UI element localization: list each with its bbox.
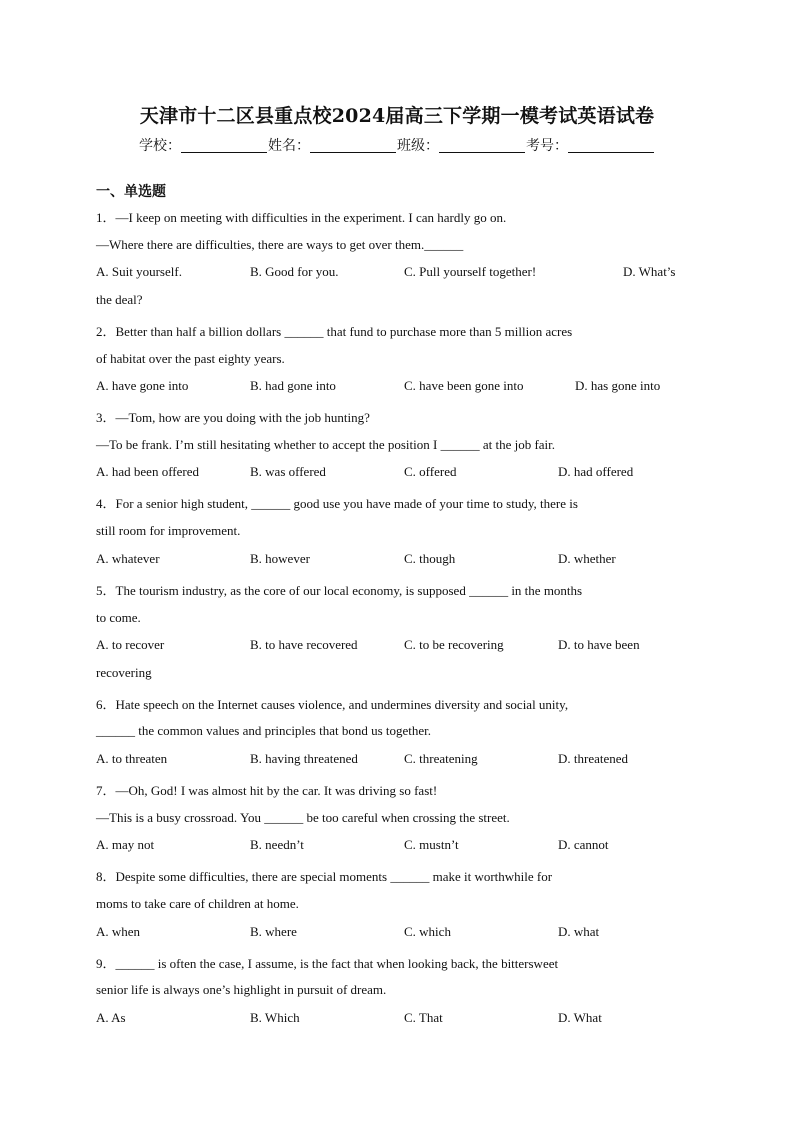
school-field: [139, 135, 268, 155]
page-title: 天津市十二区县重点校2024届高三下学期一模考试英语试卷: [139, 105, 655, 127]
question-1-option-c[interactable]: C. Pull yourself together!: [404, 264, 537, 279]
question-8-line-1: 8．Despite some difficulties, there are special moments ______ make it worthwhile for: [96, 869, 553, 884]
question-7-option-d[interactable]: D. cannot: [558, 837, 609, 852]
question-4-option-c[interactable]: C. though: [404, 551, 456, 566]
name-label: 姓名：: [268, 138, 310, 154]
question-3-option-a[interactable]: A. had been offered: [96, 464, 199, 479]
question-9-line-2: senior life is always one’s highlight in pursuit of dream.: [96, 982, 387, 997]
question-6-option-b[interactable]: B. having threatened: [250, 751, 358, 766]
question-3-line-2: —To be frank. I’m still hesitating whether to accept the position I ______ at the job fair.: [96, 437, 556, 452]
question-8-option-b[interactable]: B. where: [250, 924, 297, 939]
question-8-option-a[interactable]: A. when: [96, 924, 141, 939]
exam-number-blank[interactable]: [568, 138, 654, 153]
question-2-line-1: 2．Better than half a billion dollars ______ that fund to purchase more than 5 million acres: [96, 324, 573, 339]
question-3-option-b[interactable]: B. was offered: [250, 464, 326, 479]
question-6-option-c[interactable]: C. threatening: [404, 751, 478, 766]
question-7-option-a[interactable]: A. may not: [96, 837, 155, 852]
question-7-line-1: 7．—Oh, God! I was almost hit by the car. It was driving so fast!: [96, 783, 438, 798]
school-label: 学校：: [139, 138, 181, 154]
question-9-option-d[interactable]: D. What: [558, 1010, 602, 1025]
question-6-line-1: 6．Hate speech on the Internet causes violence, and undermines diversity and social unity,: [96, 697, 569, 712]
question-5-option-b[interactable]: B. to have recovered: [250, 637, 358, 652]
question-4-option-d[interactable]: D. whether: [558, 551, 616, 566]
question-1-option-b[interactable]: B. Good for you.: [250, 264, 339, 279]
question-7-option-b[interactable]: B. needn’t: [250, 837, 304, 852]
question-8-line-2: moms to take care of children at home.: [96, 896, 299, 911]
question-5-option-d-wrap[interactable]: recovering: [96, 665, 152, 680]
class-blank[interactable]: [439, 138, 525, 153]
question-2-option-a[interactable]: A. have gone into: [96, 378, 189, 393]
question-9-line-1: 9．______ is often the case, I assume, is the fact that when looking back, the bittersweet: [96, 956, 559, 971]
question-6-option-a[interactable]: A. to threaten: [96, 751, 168, 766]
question-9-option-b[interactable]: B. Which: [250, 1010, 300, 1025]
question-2-option-b[interactable]: B. had gone into: [250, 378, 336, 393]
question-6-line-2: ______ the common values and principles that bond us together.: [96, 723, 432, 738]
question-1-option-a[interactable]: A. Suit yourself.: [96, 264, 182, 279]
name-field: [268, 135, 397, 155]
question-5-option-d[interactable]: D. to have been: [558, 637, 640, 652]
question-1-line-2: —Where there are difficulties, there are ways to get over them.______: [96, 237, 464, 252]
question-4-option-a[interactable]: A. whatever: [96, 551, 160, 566]
question-5-line-2: to come.: [96, 610, 141, 625]
question-3-option-c[interactable]: C. offered: [404, 464, 457, 479]
name-blank[interactable]: [310, 138, 396, 153]
question-9-option-a[interactable]: A. As: [96, 1010, 126, 1025]
question-1-line-1: 1．—I keep on meeting with difficulties in the experiment. I can hardly go on.: [96, 210, 507, 225]
question-2-option-c[interactable]: C. have been gone into: [404, 378, 524, 393]
question-2-line-2: of habitat over the past eighty years.: [96, 351, 285, 366]
school-blank[interactable]: [181, 138, 267, 153]
exam-number-field: [526, 135, 655, 155]
exam-number-label: 考号：: [526, 138, 568, 154]
question-5-line-1: 5．The tourism industry, as the core of our local economy, is supposed ______ in the months: [96, 583, 583, 598]
student-info-line: [0, 135, 794, 155]
question-6-option-d[interactable]: D. threatened: [558, 751, 629, 766]
question-4-line-2: still room for improvement.: [96, 523, 241, 538]
question-4-option-b[interactable]: B. however: [250, 551, 310, 566]
question-1-option-d[interactable]: D. What’s: [623, 264, 676, 279]
question-8-option-d[interactable]: D. what: [558, 924, 600, 939]
question-1-option-d-wrap[interactable]: the deal?: [96, 292, 143, 307]
class-field: [397, 135, 526, 155]
question-7-option-c[interactable]: C. mustn’t: [404, 837, 459, 852]
question-9-option-c[interactable]: C. That: [404, 1010, 443, 1025]
question-5-option-c[interactable]: C. to be recovering: [404, 637, 504, 652]
question-3-option-d[interactable]: D. had offered: [558, 464, 634, 479]
question-3-line-1: 3．—Tom, how are you doing with the job hunting?: [96, 410, 370, 425]
question-8-option-c[interactable]: C. which: [404, 924, 451, 939]
question-5-option-a[interactable]: A. to recover: [96, 637, 165, 652]
question-7-line-2: —This is a busy crossroad. You ______ be too careful when crossing the street.: [96, 810, 510, 825]
question-4-line-1: 4．For a senior high student, ______ good use you have made of your time to study, there is: [96, 496, 578, 511]
question-2-option-d[interactable]: D. has gone into: [575, 378, 661, 393]
class-label: 班级：: [397, 138, 439, 154]
section-title: 一、单选题: [96, 184, 166, 200]
